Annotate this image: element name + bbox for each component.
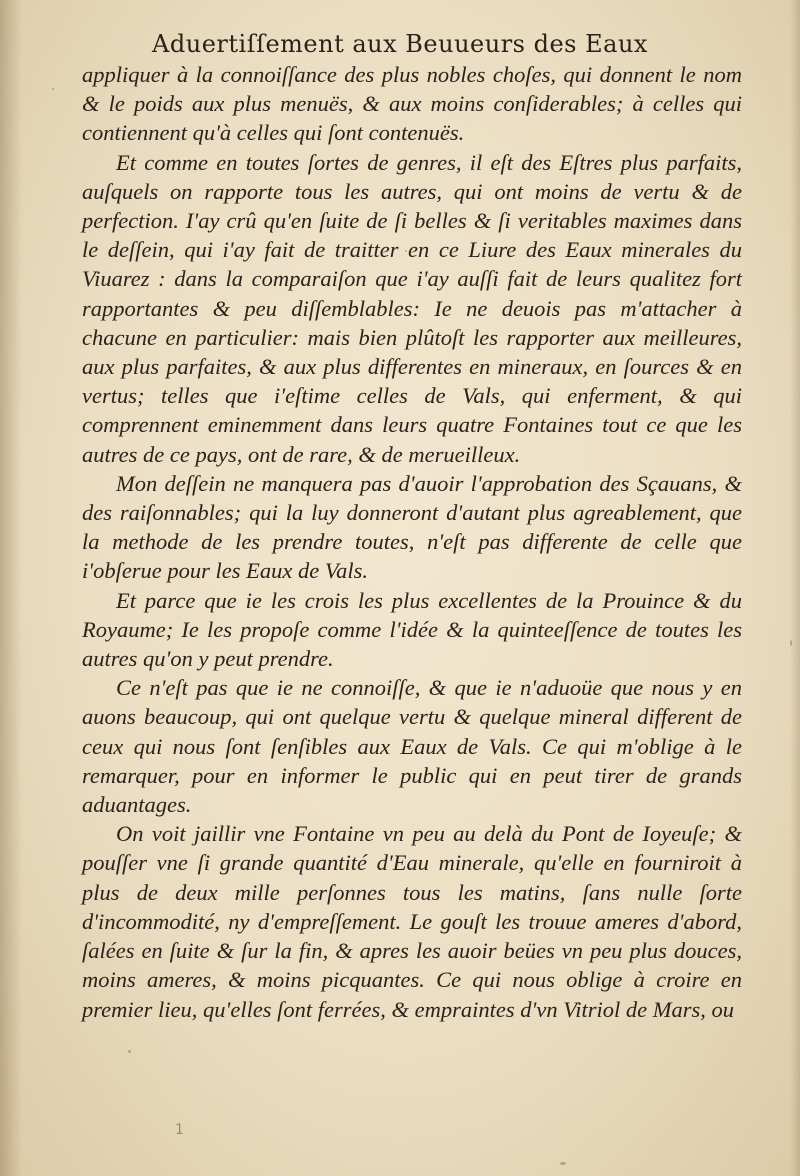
text-body <box>82 60 742 1024</box>
paragraph-5: Ce n'eſt pas que ie ne connoiſſe, & que ie n'aduoüe que nous y en auons beaucoup, qui ont quelque vertu & quelque mineral different de ceux qui nous ſont ſenſibles aux Eaux de Vals. Ce qui m'oblige à le remarquer, pour en informer le public qui en peut tirer de grands aduantages. <box>82 675 742 818</box>
paragraph-6: On voit jaillir vne Fontaine vn peu au delà du Pont de Ioyeuſe; & pouſſer vne ſi grande quantité d'Eau minerale, qu'elle en fourniroit à plus de deux mille perſonnes tous les matins, ſans nulle ſorte d'incommodité, ny d'empreſſement. Le gouſt les trouue ameres d'abord, ſalées en ſuite & ſur la fin, & apres les auoir beües vn peu plus douces, moins ameres, & moins picquantes. Ce qui nous oblige à croire en premier lieu, qu'elles ſont ferrées, & empraintes d'vn Vitriol de Mars, ou <box>82 821 742 1022</box>
edge-shadow <box>790 0 800 1176</box>
paragraph-1: appliquer à la connoiſſance des plus nobles choſes, qui donnent le nom & le poids aux plus menuës, & aux moins conſiderables; à celles qui contiennent qu'à celles qui ſont contenuës. <box>82 62 742 146</box>
folio-mark: 1 <box>175 1122 184 1138</box>
paragraph-3: Mon deſſein ne manquera pas d'auoir l'approbation des Sçauans, & des raiſonnables; qui la luy donneront d'autant plus agreablement, que la methode de les prendre toutes, n'eſt pas differente de celle que i'obſerue pour les Eaux de Vals. <box>82 470 742 584</box>
running-head: Aduertiſſement aux Beuueurs des Eaux <box>152 30 648 58</box>
paragraph-4: Et parce que ie les crois les plus excellentes de la Prouince & du Royaume; Ie les propoſe comme l'idée & la quinteeſſence de toutes les autres qu'on y peut prendre. <box>82 587 742 672</box>
spine-shadow <box>0 0 22 1176</box>
paragraph-2: Et comme en toutes ſortes de genres, il eſt des Eſtres plus parfaits, auſquels on rapporte tous les autres, qui ont moins de vertu & de perfection. I'ay crû qu'en ſuite de ſi belles & ſi veritables maximes dans le deſſein, qui i'ay fait de traitter en ce Liure des Eaux minerales du Viuarez : dans la comparaiſon que i'ay auſſi fait de leurs qualitez fort rapportantes & peu diſſemblables: Ie ne deuois pas m'attacher à chacune en particulier: mais bien plûtoſt les rapporter aux meilleures, aux plus parfaites, & aux plus differentes en mineraux, en ſources & en vertus; telles que i'eſtime celles de Vals, qui enferment, & qui comprennent eminemment dans leurs quatre Fontaines tout ce que les autres de ce pays, ont de rare, & de merueilleux. <box>82 149 742 467</box>
